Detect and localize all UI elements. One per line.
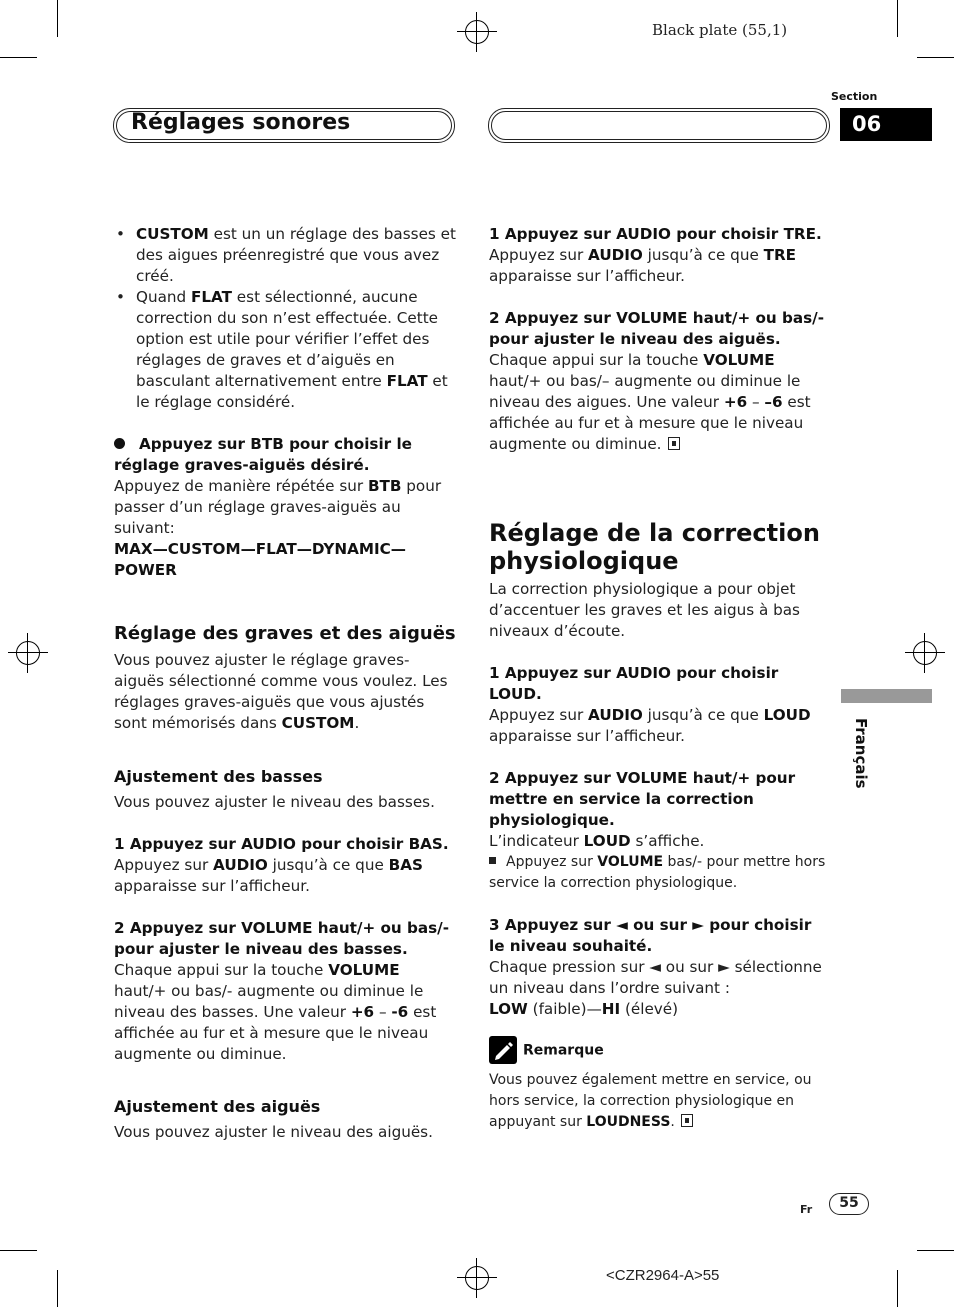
bass-step1-title: 1 Appuyez sur AUDIO pour choisir BAS.	[114, 835, 449, 853]
registration-mark-icon	[905, 633, 945, 673]
loud-step2-subnote: Appuyez sur VOLUME bas/- pour mettre hors service la correction physiologique.	[489, 854, 826, 891]
loud-step1-title: 1 Appuyez sur AUDIO pour choisir LOUD.	[489, 664, 779, 703]
bass-step2-body: Chaque appui sur la touche VOLUME haut/+ ou bas/- augmente ou diminue le niveau des basses. Une valeur +6 – -6 est affichée au fur et à mesure que le niveau augmente ou diminue.	[114, 961, 437, 1063]
loudness-heading: Réglage de la correction physiologique	[489, 519, 820, 575]
loud-step2-title: 2 Appuyez sur VOLUME haut/+ pour mettre en service la correction physiologique.	[489, 769, 796, 829]
left-column	[114, 224, 456, 1143]
language-label: Français	[852, 718, 870, 789]
tre-step2-body: Chaque appui sur la touche VOLUME haut/+ ou bas/– augmente ou diminue le niveau des aigues. Une valeur +6 – –6 est affichée au fur et à mesure que le niveau augmente ou diminue.	[489, 351, 811, 453]
registration-mark-icon	[8, 633, 48, 673]
crop-mark-bottom-left-h	[0, 1250, 37, 1251]
plate-label: Black plate (55,1)	[652, 21, 788, 39]
language-code: Fr	[800, 1203, 813, 1216]
language-tab-bar	[841, 689, 932, 703]
treble-heading: Ajustement des aiguës	[114, 1097, 321, 1116]
list-item: • CUSTOM est un un réglage des basses et des aigues préenregistré que vous avez créé.	[114, 224, 456, 287]
loud-step3-title: 3 Appuyez sur ◄ ou sur ► pour choisir le niveau souhaité.	[489, 916, 812, 955]
end-mark-icon	[681, 1114, 693, 1127]
loud-step3-levels: LOW (faible)—HI (élevé)	[489, 1000, 679, 1018]
note-heading: Remarque	[489, 1036, 831, 1064]
registration-mark-icon	[457, 12, 497, 52]
page-title: Réglages sonores	[131, 110, 351, 135]
note-pencil-icon	[489, 1036, 517, 1064]
crop-mark-top-left-h	[0, 57, 37, 58]
loud-step1-body: Appuyez sur AUDIO jusqu’à ce que LOUD apparaisse sur l’afficheur.	[489, 706, 811, 745]
btb-body: Appuyez de manière répétée sur BTB pour passer d’un réglage graves-aiguës au suivant:	[114, 477, 442, 537]
bass-intro: Vous pouvez ajuster le niveau des basses.	[114, 793, 435, 811]
header-blank-pill	[488, 108, 830, 143]
registration-mark-icon	[457, 1258, 497, 1298]
crop-mark-top-right-h	[917, 57, 954, 58]
right-column	[489, 224, 831, 1133]
tre-step1-title: 1 Appuyez sur AUDIO pour choisir TRE.	[489, 225, 822, 243]
section-number: 06	[840, 108, 932, 141]
crop-mark-bottom-left-v	[57, 1270, 58, 1307]
crop-mark-top-right-v	[897, 0, 898, 37]
crop-mark-bottom-right-h	[917, 1250, 954, 1251]
note-body: Vous pouvez également mettre en service, ou hors service, la correction physiologique en appuyant sur LOUDNESS.	[489, 1072, 812, 1130]
treble-intro: Vous pouvez ajuster le niveau des aiguës.	[114, 1123, 433, 1141]
tre-step1-body: Appuyez sur AUDIO jusqu’à ce que TRE apparaisse sur l’afficheur.	[489, 246, 797, 285]
crop-mark-top-left-v	[57, 0, 58, 37]
btb-heading: Appuyez sur BTB pour choisir le réglage graves-aiguës désiré.	[114, 435, 412, 474]
btb-sequence: MAX—CUSTOM—FLAT—DYNAMIC—POWER	[114, 540, 406, 579]
bass-step2-title: 2 Appuyez sur VOLUME haut/+ ou bas/- pour ajuster le niveau des basses.	[114, 919, 449, 958]
document-code: <CZR2964-A>55	[606, 1267, 720, 1284]
loudness-intro: La correction physiologique a pour objet d’accentuer les graves et les aigus à bas niveaux d’écoute.	[489, 580, 800, 640]
loud-step3-body: Chaque pression sur ◄ ou sur ► sélectionne un niveau dans l’ordre suivant :	[489, 958, 822, 997]
end-mark-icon	[668, 437, 680, 450]
page-number: 55	[829, 1193, 869, 1215]
bass-step1-body: Appuyez sur AUDIO jusqu’à ce que BAS apparaisse sur l’afficheur.	[114, 856, 423, 895]
square-bullet-icon	[489, 857, 496, 864]
tre-step2-title: 2 Appuyez sur VOLUME haut/+ ou bas/- pour ajuster le niveau des aiguës.	[489, 309, 824, 348]
section-body: Vous pouvez ajuster le réglage graves-aiguës sélectionné comme vous voulez. Les réglages graves-aiguës que vous ajustés sont mémorisés dans CUSTOM.	[114, 651, 448, 732]
bass-heading: Ajustement des basses	[114, 767, 323, 786]
bullet-dot-icon	[114, 438, 125, 449]
list-item: • Quand FLAT est sélectionné, aucune correction du son n’est effectuée. Cette option est utile pour vérifier l’effet des réglages de graves et d’aiguës en basculant alternativement entre FLAT et le réglage considéré.	[114, 287, 456, 413]
section-label: Section	[831, 90, 878, 103]
crop-mark-bottom-right-v	[897, 1270, 898, 1307]
loud-step2-body: L’indicateur LOUD s’affiche.	[489, 832, 705, 850]
section-heading-bass-treble: Réglage des graves et des aiguës	[114, 623, 456, 644]
